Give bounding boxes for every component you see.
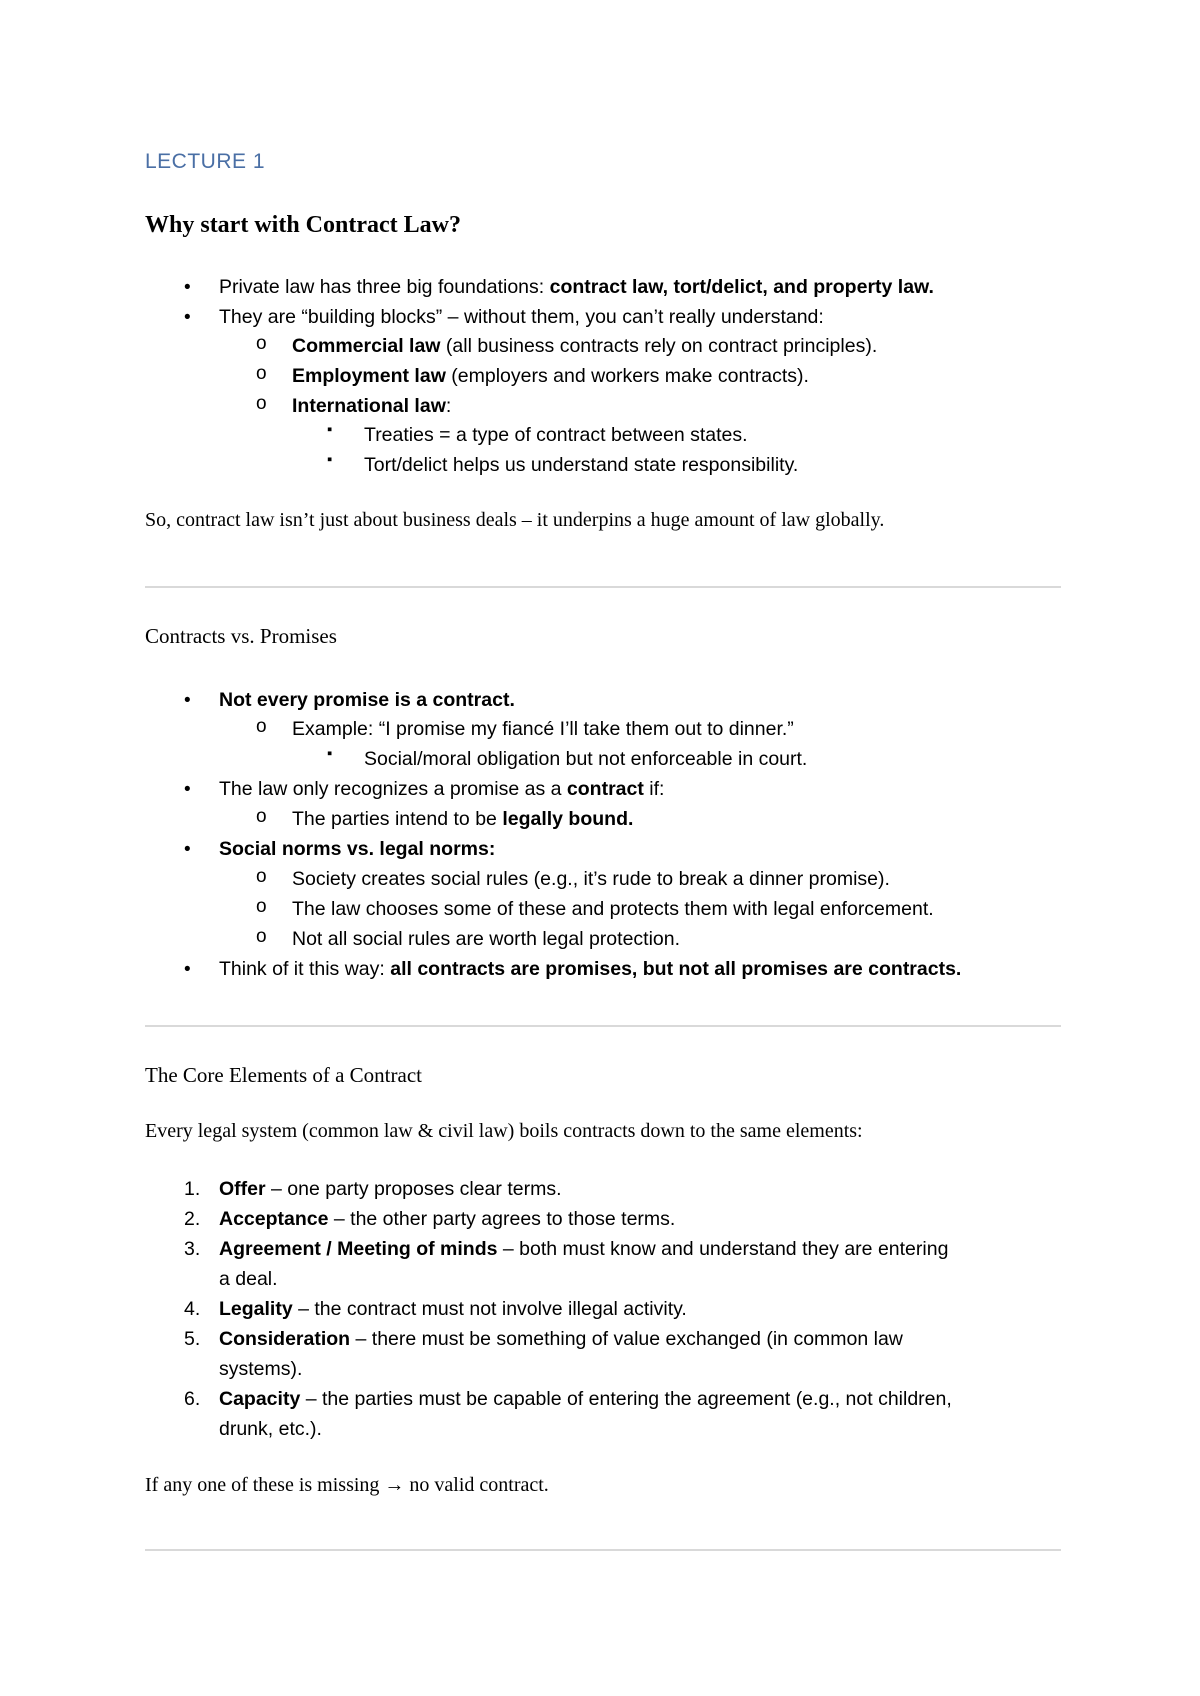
horizontal-rule — [145, 1549, 1061, 1551]
section3-outro: If any one of these is missing → no valid contract. — [145, 1474, 549, 1496]
list-item-bold: Commercial law — [292, 335, 441, 357]
bullet-disc: • — [184, 779, 191, 800]
list-item-text: (employers and workers make contracts). — [445, 365, 809, 387]
horizontal-rule — [145, 586, 1061, 588]
list-item-text: : — [445, 395, 452, 417]
section3-intro: Every legal system (common law & civil law) boils contracts down to the same elements: — [145, 1120, 863, 1142]
section-title-why-contract-law: Why start with Contract Law? — [145, 212, 461, 238]
list-item-text: – one party proposes clear terms. — [265, 1178, 562, 1200]
section-title-core-elements: The Core Elements of a Contract — [145, 1063, 422, 1087]
bullet-circle: o — [256, 926, 267, 947]
bullet-disc: • — [184, 277, 191, 298]
list-item-bold: contract law, tort/delict, and property law. — [549, 276, 934, 298]
bullet-disc: • — [184, 690, 191, 711]
bullet-circle: o — [256, 333, 267, 354]
section-title-contracts-vs-promises: Contracts vs. Promises — [145, 624, 337, 648]
list-item: Not every promise is a contract. — [219, 689, 515, 711]
bullet-circle: o — [256, 866, 267, 887]
list-item-continuation: a deal. — [219, 1268, 278, 1290]
list-item-text: Private law has three big foundations: — [219, 276, 550, 298]
bullet-square: ▪ — [327, 745, 333, 762]
list-item: Not all social rules are worth legal protection. — [292, 928, 681, 950]
bullet-square: ▪ — [327, 451, 333, 468]
list-item-text: – the contract must not involve illegal activity. — [292, 1298, 687, 1320]
bullet-square: ▪ — [327, 421, 333, 438]
list-item — [219, 1174, 561, 1204]
list-item-text: – both must know and understand they are entering — [497, 1238, 949, 1260]
list-item — [219, 954, 961, 984]
list-item-text: Think of it this way: — [219, 958, 391, 980]
list-item-bold: Employment law — [292, 365, 446, 387]
list-item: They are “building blocks” – without them, you can’t really understand: — [219, 306, 824, 328]
list-number: 3. — [184, 1238, 201, 1260]
list-item-bold: legally bound. — [502, 808, 634, 830]
list-item-text: – the parties must be capable of entering the agreement (e.g., not children, — [300, 1388, 952, 1410]
list-item-text: The law only recognizes a promise as a — [219, 778, 567, 800]
list-item-bold: Acceptance — [219, 1208, 329, 1230]
list-number: 1. — [184, 1178, 201, 1200]
list-item: Treaties = a type of contract between states. — [364, 424, 748, 446]
bullet-circle: o — [256, 716, 267, 737]
list-number: 2. — [184, 1208, 201, 1230]
list-item-text: – there must be something of value exchanged (in common law — [350, 1328, 903, 1350]
bullet-disc: • — [184, 839, 191, 860]
list-item-text: (all business contracts rely on contract principles). — [440, 335, 878, 357]
list-item-bold: Capacity — [219, 1388, 301, 1410]
list-number: 4. — [184, 1298, 201, 1320]
list-item — [219, 774, 664, 804]
bullet-circle: o — [256, 363, 267, 384]
list-item-bold: Offer — [219, 1178, 266, 1200]
list-item-text: – the other party agrees to those terms. — [328, 1208, 676, 1230]
list-item: Society creates social rules (e.g., it’s rude to break a dinner promise). — [292, 868, 890, 890]
section1-summary: So, contract law isn’t just about business deals – it underpins a huge amount of law globally. — [145, 509, 885, 531]
list-item — [292, 804, 633, 834]
list-item — [219, 1204, 675, 1234]
list-number: 5. — [184, 1328, 201, 1350]
list-item: Example: “I promise my fiancé I’ll take them out to dinner.” — [292, 718, 794, 740]
list-item-bold: all contracts are promises, but not all promises are contracts. — [390, 958, 962, 980]
list-item: Tort/delict helps us understand state responsibility. — [364, 454, 799, 476]
list-item-text: if: — [643, 778, 665, 800]
list-item — [292, 391, 451, 421]
list-item-bold: Legality — [219, 1298, 293, 1320]
list-item: Social norms vs. legal norms: — [219, 838, 496, 860]
list-item — [292, 361, 809, 391]
list-item — [219, 1294, 687, 1324]
lecture-label: LECTURE 1 — [145, 150, 266, 173]
list-item — [219, 1384, 952, 1414]
list-item: Social/moral obligation but not enforceable in court. — [364, 748, 808, 770]
list-item — [292, 331, 877, 361]
list-item-continuation: drunk, etc.). — [219, 1418, 322, 1440]
list-item: The law chooses some of these and protects them with legal enforcement. — [292, 898, 934, 920]
list-item-bold: contract — [566, 778, 644, 800]
bullet-disc: • — [184, 959, 191, 980]
list-item-bold: Consideration — [219, 1328, 351, 1350]
bullet-circle: o — [256, 806, 267, 827]
list-item — [219, 272, 934, 302]
horizontal-rule — [145, 1025, 1061, 1027]
list-item-text: The parties intend to be — [292, 808, 503, 830]
list-item-continuation: systems). — [219, 1358, 303, 1380]
list-item — [219, 1234, 948, 1264]
list-item-bold: Agreement / Meeting of minds — [219, 1238, 498, 1260]
bullet-circle: o — [256, 393, 267, 414]
list-item-bold: International law — [292, 395, 446, 417]
bullet-disc: • — [184, 307, 191, 328]
list-number: 6. — [184, 1388, 201, 1410]
list-item — [219, 1324, 903, 1354]
bullet-circle: o — [256, 896, 267, 917]
